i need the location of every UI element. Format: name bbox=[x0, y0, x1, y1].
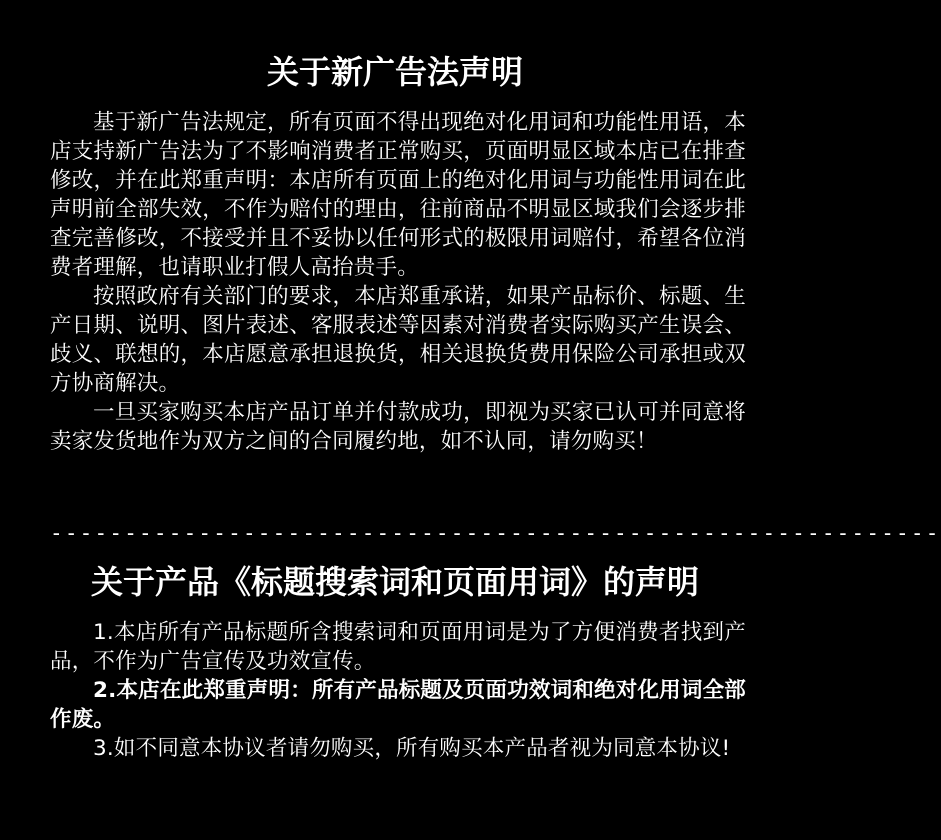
declaration-item-emphasis: 2.本店在此郑重声明：所有产品标题及页面功效词和绝对化用词全部作废。 bbox=[50, 678, 746, 732]
declaration-paragraph: 一旦买家购买本店产品订单并付款成功，即视为买家已认可并同意将卖家发货地作为双方之间的合同履约地，如不认同，请勿购买！ bbox=[50, 400, 746, 454]
declaration-paragraph: 按照政府有关部门的要求，本店郑重承诺，如果产品标价、标题、生产日期、说明、图片表述、客服表述等因素对消费者实际购买产生误会、歧义、联想的，本店愿意承担退换货，相关退换货费用保险公司承担或双方协商解决。 bbox=[50, 284, 746, 396]
dashed-divider: ------------------------------------------------------------ bbox=[50, 521, 941, 545]
declaration-item: 1.本店所有产品标题所含搜索词和页面用词是为了方便消费者找到产品，不作为广告宣传及功效宣传。 bbox=[50, 620, 746, 674]
declaration-paragraph: 基于新广告法规定，所有页面不得出现绝对化用词和功能性用语，本店支持新广告法为了不影响消费者正常购买，页面明显区域本店已在排查修改，并在此郑重声明：本店所有页面上的绝对化用词与功能性用词在此声明前全部失效，不作为赔付的理由，往前商品不明显区域我们会逐步排查完善修改，不接受并且不妥协以任何形式的极限用词赔付，希望各位消费者理解，也请职业打假人高抬贵手。 bbox=[50, 110, 746, 280]
declaration-item: 3.如不同意本协议者请勿购买，所有购买本产品者视为同意本协议! bbox=[93, 736, 731, 761]
product-title-declaration-title: 关于产品《标题搜索词和页面用词》的声明 bbox=[90, 563, 699, 601]
ad-law-declaration-body bbox=[50, 108, 746, 456]
ad-law-declaration-title: 关于新广告法声明 bbox=[266, 53, 523, 91]
product-title-declaration-body bbox=[50, 618, 746, 763]
